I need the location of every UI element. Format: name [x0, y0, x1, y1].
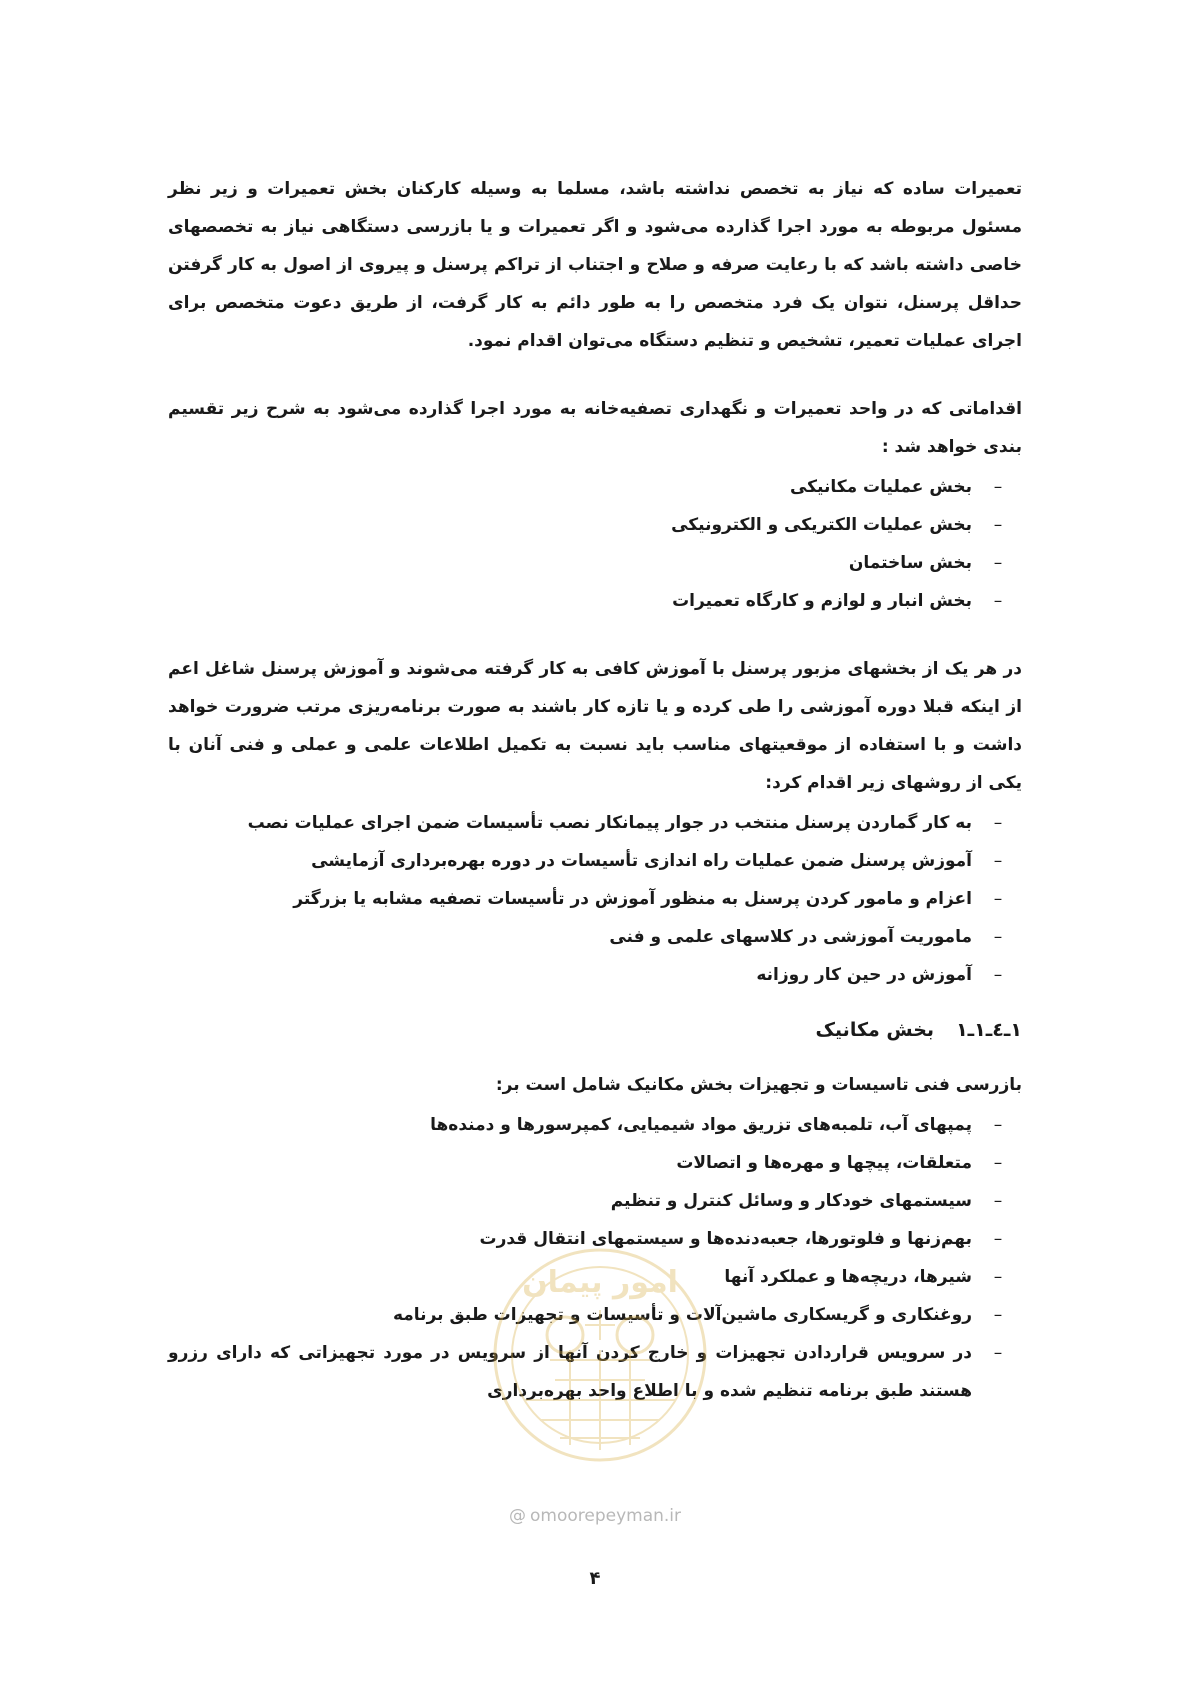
section-heading: [168, 1010, 1022, 1050]
list-item: – سیستمهای خودکار و وسائل کنترل و تنظیم: [168, 1182, 1022, 1220]
page-number: ۴: [589, 1568, 601, 1589]
dash-marker: –: [993, 851, 1003, 871]
section-number: ۱ـ٤ـ۱ـ۱: [956, 1019, 1022, 1041]
list-item: – اعزام و مامور کردن پرسنل به منظور آموزش در تأسیسات تصفیه مشابه یا بزرگتر: [168, 880, 1022, 918]
list-item: – بهم‌زنها و فلوتورها، جعبه‌دنده‌ها و سیستمهای انتقال قدرت: [168, 1220, 1022, 1258]
paragraph-training-intro: در هر یک از بخشهای مزبور پرسنل با آموزش کافی به کار گرفته می‌شوند و آموزش پرسنل شاغل اعم از اینکه قبلا دوره آموزشی را طی کرده و یا تازه کار باشند به صورت برنامه‌ریزی مرتب ضرورت خواهد داشت و با استفاده از موقعیتهای مناسب باید نسبت به تکمیل اطلاعات علمی و عملی و فنی آنان با یکی از روشهای زیر اقدام کرد:: [168, 659, 1022, 793]
list-item: – آموزش پرسنل ضمن عملیات راه اندازی تأسیسات در دوره بهره‌برداری آزمایشی: [168, 842, 1022, 880]
dash-marker: –: [993, 1115, 1003, 1135]
page-content: [168, 170, 1022, 1410]
dash-marker: –: [993, 515, 1003, 535]
paragraph-repairs-intro: تعمیرات ساده که نیاز به تخصص نداشته باشد، مسلما به وسیله کارکنان بخش تعمیرات و زیر نظر مسئول مربوطه به مورد اجرا گذارده می‌شود و اگر تعمیرات و یا بازرسی دستگاهی نیاز به تخصصهای خاصی داشته باشد که با رعایت صرفه و صلاح و اجتناب از تراکم پرسنل و پیروی از اصول به کار گرفتن حداقل پرسنل، نتوان یک فرد متخصص را به طور دائم به کار گرفت، از طریق دعوت متخصص برای اجرای عملیات تعمیر، تشخیص و تنظیم دستگاه می‌توان اقدام نمود.: [168, 179, 1022, 351]
training-methods-list: [168, 804, 1022, 994]
dash-marker: –: [993, 965, 1003, 985]
dash-marker: –: [993, 477, 1003, 497]
dash-marker: –: [993, 1191, 1003, 1211]
list-item: – در سرویس قراردادن تجهیزات و خارج کردن آنها از سرویس در مورد تجهیزاتی که دارای رزرو هستند طبق برنامه تنظیم شده و با اطلاع واحد بهره‌برداری: [168, 1334, 1022, 1410]
dash-marker: –: [993, 813, 1003, 833]
paragraph-actions-intro: اقداماتی که در واحد تعمیرات و نگهداری تصفیه‌خانه به مورد اجرا گذارده می‌شود به شرح زیر تقسیم بندی خواهد شد :: [168, 399, 1022, 457]
list-item: – بخش انبار و لوازم و کارگاه تعمیرات: [168, 582, 1022, 620]
list-item: – بخش ساختمان: [168, 544, 1022, 582]
dash-marker: –: [993, 1267, 1003, 1287]
list-item: – روغنکاری و گریسکاری ماشین‌آلات و تأسیسات و تجهیزات طبق برنامه: [168, 1296, 1022, 1334]
dash-marker: –: [993, 1229, 1003, 1249]
list-item: – بخش عملیات مکانیکی: [168, 468, 1022, 506]
dash-marker: –: [993, 927, 1003, 947]
list-item: – ماموریت آموزشی در کلاسهای علمی و فنی: [168, 918, 1022, 956]
section-title: بخش مکانیک: [815, 1019, 935, 1041]
watermark-logo-text: امور پیمان: [522, 1265, 678, 1300]
dash-marker: –: [993, 1343, 1003, 1363]
mechanical-inspection-list: [168, 1106, 1022, 1410]
list-item: – بخش عملیات الکتریکی و الکترونیکی: [168, 506, 1022, 544]
list-item: – متعلقات، پیچها و مهره‌ها و اتصالات: [168, 1144, 1022, 1182]
dash-marker: –: [993, 591, 1003, 611]
list-item: – آموزش در حین کار روزانه: [168, 956, 1022, 994]
list-item: – به کار گماردن پرسنل منتخب در جوار پیمانکار نصب تأسیسات ضمن اجرای عملیات نصب: [168, 804, 1022, 842]
watermark-url: @ omoorepeyman.ir: [508, 1506, 682, 1526]
dash-marker: –: [993, 1153, 1003, 1173]
dash-marker: –: [993, 553, 1003, 573]
dash-marker: –: [993, 889, 1003, 909]
list-item: – شیرها، دریچه‌ها و عملکرد آنها: [168, 1258, 1022, 1296]
at-icon: @: [508, 1506, 526, 1526]
divisions-list: [168, 468, 1022, 620]
dash-marker: –: [993, 1305, 1003, 1325]
paragraph-mechanical-intro: بازرسی فنی تاسیسات و تجهیزات بخش مکانیک شامل است بر:: [495, 1075, 1022, 1095]
list-item: – پمپهای آب، تلمبه‌های تزریق مواد شیمیایی، کمپرسورها و دمنده‌ها: [168, 1106, 1022, 1144]
